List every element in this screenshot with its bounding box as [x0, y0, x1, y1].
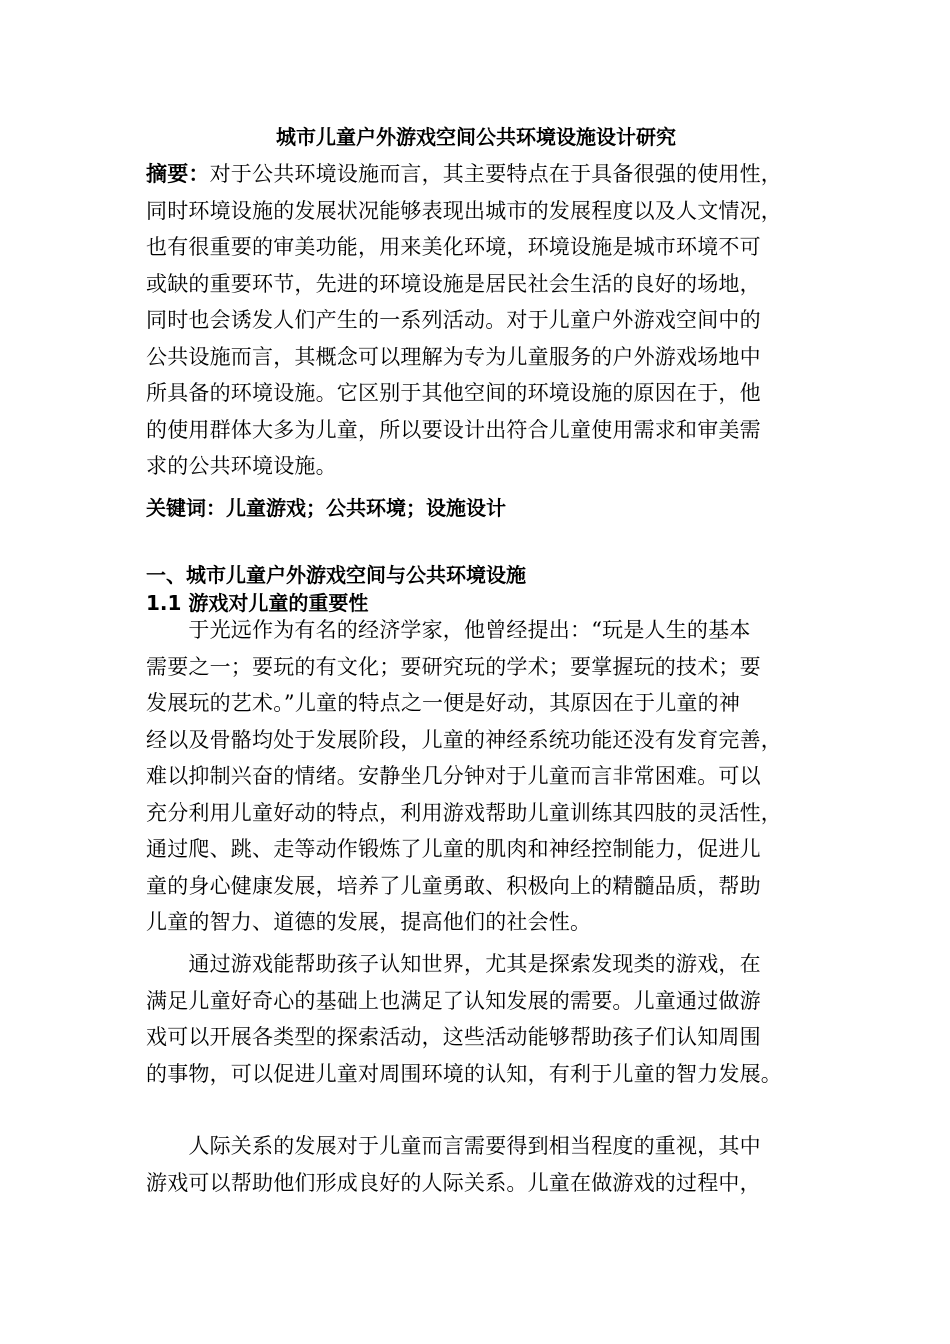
abstract-line: 公共设施而言，其概念可以理解为专为儿童服务的户外游戏场地中 [146, 344, 761, 369]
abstract-line: 求的公共环境设施。 [146, 454, 337, 478]
keywords: 关键词：儿童游戏；公共环境；设施设计 [146, 496, 506, 520]
paragraph-line: 于光远作为有名的经济学家，他曾经提出：“玩是人生的基本 [146, 618, 751, 642]
abstract-line: 也有很重要的审美功能，用来美化环境，环境设施是城市环境不可 [146, 235, 761, 259]
paragraph-line: 充分利用儿童好动的特点，利用游戏帮助儿童训练其四肢的灵活性， [146, 800, 782, 825]
paragraph-line: 戏可以开展各类型的探索活动，这些活动能够帮助孩子们认知周围 [146, 1025, 761, 1049]
abstract-line: 同时环境设施的发展状况能够表现出城市的发展程度以及人文情况， [146, 198, 782, 223]
body-paragraph [146, 612, 810, 941]
paragraph-line: 满足儿童好奇心的基础上也满足了认知发展的需要。儿童通过做游 [146, 988, 761, 1013]
abstract-text: 对于公共环境设施而言，其主要特点在于具备很强的使用性， [209, 162, 783, 186]
paragraph-line: 人际关系的发展对于儿童而言需要得到相当程度的重视，其中 [146, 1134, 761, 1158]
body-paragraph [146, 1128, 810, 1201]
paragraph-line: 童的身心健康发展，培养了儿童勇敢、积极向上的精髓品质，帮助 [146, 873, 761, 898]
paragraph-line: 难以抑制兴奋的情绪。安静坐几分钟对于儿童而言非常困难。可以 [146, 764, 761, 788]
abstract-line: 所具备的环境设施。它区别于其他空间的环境设施的原因在于，他 [146, 381, 761, 405]
paragraph-line: 通过游戏能帮助孩子认知世界，尤其是探索发现类的游戏，在 [146, 952, 761, 976]
subsection-heading: 1.1 游戏对儿童的重要性 [146, 591, 369, 615]
paragraph-line: 经以及骨骼均处于发展阶段，儿童的神经系统功能还没有发育完善， [146, 727, 782, 752]
paragraph-line: 需要之一；要玩的有文化；要研究玩的学术；要掌握玩的技术；要 [146, 654, 761, 679]
paragraph-line: 儿童的智力、道德的发展，提高他们的社会性。 [146, 910, 592, 934]
abstract [146, 156, 810, 485]
paragraph-line: 发展玩的艺术。”儿童的特点之一便是好动，其原因在于儿童的神 [146, 691, 741, 715]
abstract-line: 或缺的重要环节，先进的环境设施是居民社会生活的良好的场地， [146, 271, 761, 296]
abstract-label: 摘要： [146, 162, 210, 186]
section-heading: 一、城市儿童户外游戏空间与公共环境设施 [146, 563, 526, 587]
abstract-line: 同时也会诱发人们产生的一系列活动。对于儿童户外游戏空间中的 [146, 308, 761, 332]
body-paragraph [146, 946, 810, 1092]
paragraph-line: 的事物，可以促进儿童对周围环境的认知，有利于儿童的智力发展。 [146, 1061, 782, 1086]
paragraph-line: 游戏可以帮助他们形成良好的人际关系。儿童在做游戏的过程中， [146, 1170, 761, 1195]
document-title: 城市儿童户外游戏空间公共环境设施设计研究 [276, 125, 676, 149]
abstract-line [146, 156, 810, 193]
paragraph-line: 通过爬、跳、走等动作锻炼了儿童的肌肉和神经控制能力，促进儿 [146, 837, 761, 861]
abstract-line: 的使用群体大多为儿童，所以要设计出符合儿童使用需求和审美需 [146, 417, 761, 442]
